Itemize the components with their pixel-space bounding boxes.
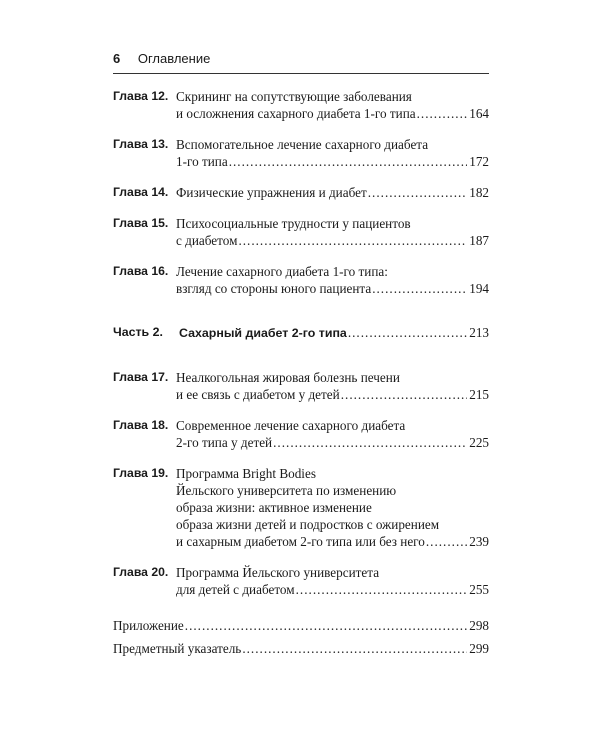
toc-title-text: Предметный указатель xyxy=(113,641,242,656)
toc-title-line xyxy=(176,280,489,297)
toc-entry-title xyxy=(176,263,489,297)
toc-title-text: с диабетом xyxy=(176,233,238,248)
toc-page-number: 215 xyxy=(469,387,489,402)
toc-page-number: 239 xyxy=(469,534,489,549)
toc-page-number: 187 xyxy=(469,233,489,248)
toc-title-line xyxy=(176,564,489,581)
toc-title-text: и сахарным диабетом 2-го типа или без него xyxy=(176,534,425,549)
toc-title-text: Программа Йельского университета xyxy=(176,565,380,580)
toc-title-text: Неалкогольная жировая болезнь печени xyxy=(176,370,400,385)
toc-title-line xyxy=(176,369,489,386)
toc-title-line xyxy=(176,533,489,550)
toc-page-number: 213 xyxy=(469,325,489,340)
toc-title-text: Скрининг на сопутствующие заболевания xyxy=(176,89,412,104)
toc-title-line xyxy=(176,581,489,598)
dot-leader xyxy=(295,581,468,598)
toc-page-number: 298 xyxy=(469,618,489,633)
toc-title-text: Йельского университета по изменению xyxy=(176,483,397,498)
toc-page-number: 225 xyxy=(469,435,489,450)
toc-entry-title xyxy=(113,617,489,634)
toc-title-line xyxy=(176,215,489,232)
toc-entry-label: Часть 2. xyxy=(113,325,163,339)
toc-title-line xyxy=(176,88,489,105)
toc-page-number: 255 xyxy=(469,582,489,597)
dot-leader xyxy=(416,105,468,122)
dot-leader xyxy=(228,153,468,170)
toc-entry-label: Глава 18. xyxy=(113,418,169,432)
toc-entry-label: Глава 20. xyxy=(113,565,169,579)
toc-title-text: и ее связь с диабетом у детей xyxy=(176,387,340,402)
dot-leader xyxy=(241,640,467,657)
toc-title-text: образа жизни детей и подростков с ожирением xyxy=(176,517,440,532)
dot-leader xyxy=(237,232,467,249)
toc-title-line xyxy=(176,465,489,482)
toc-chapter-entry[interactable] xyxy=(113,263,489,297)
toc-entry-label: Глава 19. xyxy=(113,466,169,480)
toc-entry-title xyxy=(176,417,489,451)
toc-title-line xyxy=(176,434,489,451)
toc-title-text: Программа Bright Bodies xyxy=(176,466,316,481)
toc-title-text: Лечение сахарного диабета 1-го типа: xyxy=(176,264,388,279)
toc-chapter-entry[interactable] xyxy=(113,136,489,170)
toc-chapter-entry[interactable] xyxy=(113,369,489,403)
toc-entry-title xyxy=(176,136,489,170)
toc-entry-title xyxy=(179,324,489,342)
toc-title-line xyxy=(113,617,489,634)
toc-chapter-entry[interactable] xyxy=(113,215,489,249)
toc-entry-label: Глава 17. xyxy=(113,370,169,384)
toc-title-text: Физические упражнения и диабет xyxy=(176,185,367,200)
toc-title-line xyxy=(176,482,489,499)
toc-title-text: образа жизни: активное изменение xyxy=(176,500,372,515)
toc-title-line xyxy=(176,153,489,170)
toc-entry-label: Глава 16. xyxy=(113,264,169,278)
toc-chapter-entry[interactable] xyxy=(113,564,489,598)
dot-leader xyxy=(340,386,468,403)
toc-title-text: 1-го типа xyxy=(176,154,228,169)
dot-leader xyxy=(371,280,467,297)
dot-leader xyxy=(347,324,467,341)
running-header xyxy=(113,48,489,70)
page-number: 6 xyxy=(113,51,121,66)
toc-entry-title xyxy=(176,184,489,201)
toc-entry-title xyxy=(176,465,489,550)
toc-chapter-entry[interactable] xyxy=(113,88,489,122)
running-title: Оглавление xyxy=(137,51,211,66)
toc-title-line xyxy=(176,386,489,403)
toc-entry-label: Глава 15. xyxy=(113,216,169,230)
toc-title-line xyxy=(176,516,489,533)
toc-page-number: 299 xyxy=(469,641,489,656)
toc-part-entry[interactable] xyxy=(113,324,489,342)
toc-title-text: для детей с диабетом xyxy=(176,582,295,597)
toc-entry-title xyxy=(113,640,489,657)
toc-entry-label: Глава 13. xyxy=(113,137,169,151)
toc-title-text: Вспомогательное лечение сахарного диабета xyxy=(176,137,429,152)
toc-appendix-entry[interactable] xyxy=(113,640,489,657)
toc-entry-title xyxy=(176,369,489,403)
toc-title-line xyxy=(176,232,489,249)
toc-title-line xyxy=(176,184,489,201)
toc-title-line xyxy=(176,499,489,516)
toc-page-number: 172 xyxy=(469,154,489,169)
toc-title-text: взгляд со стороны юного пациента xyxy=(176,281,372,296)
dot-leader xyxy=(184,617,467,634)
toc-entry-title xyxy=(176,88,489,122)
toc-title-line xyxy=(176,263,489,280)
toc-entry-label: Глава 12. xyxy=(113,89,169,103)
toc-page-number: 164 xyxy=(469,106,489,121)
toc-chapter-entry[interactable] xyxy=(113,465,489,550)
toc-page-number: 182 xyxy=(469,185,489,200)
toc-entry-title xyxy=(176,215,489,249)
toc-chapter-entry[interactable] xyxy=(113,184,489,201)
dot-leader xyxy=(272,434,467,451)
toc-title-text: 2-го типа у детей xyxy=(176,435,273,450)
toc-title-line xyxy=(179,324,489,342)
toc-title-line xyxy=(176,136,489,153)
toc-appendix-entry[interactable] xyxy=(113,617,489,634)
header-rule xyxy=(113,73,489,74)
toc-title-text: Приложение xyxy=(113,618,184,633)
dot-leader xyxy=(425,533,467,550)
toc-title-text: Сахарный диабет 2-го типа xyxy=(179,326,347,340)
toc-page-number: 194 xyxy=(469,281,489,296)
toc-title-text: Психосоциальные трудности у пациентов xyxy=(176,216,411,231)
dot-leader xyxy=(367,184,467,201)
toc-title-line xyxy=(113,640,489,657)
toc-title-line xyxy=(176,417,489,434)
toc-chapter-entry[interactable] xyxy=(113,417,489,451)
toc-entry-title xyxy=(176,564,489,598)
toc-title-line xyxy=(176,105,489,122)
toc-title-text: Современное лечение сахарного диабета xyxy=(176,418,406,433)
table-of-contents xyxy=(113,88,489,657)
toc-title-text: и осложнения сахарного диабета 1-го типа xyxy=(176,106,416,121)
toc-entry-label: Глава 14. xyxy=(113,185,169,199)
